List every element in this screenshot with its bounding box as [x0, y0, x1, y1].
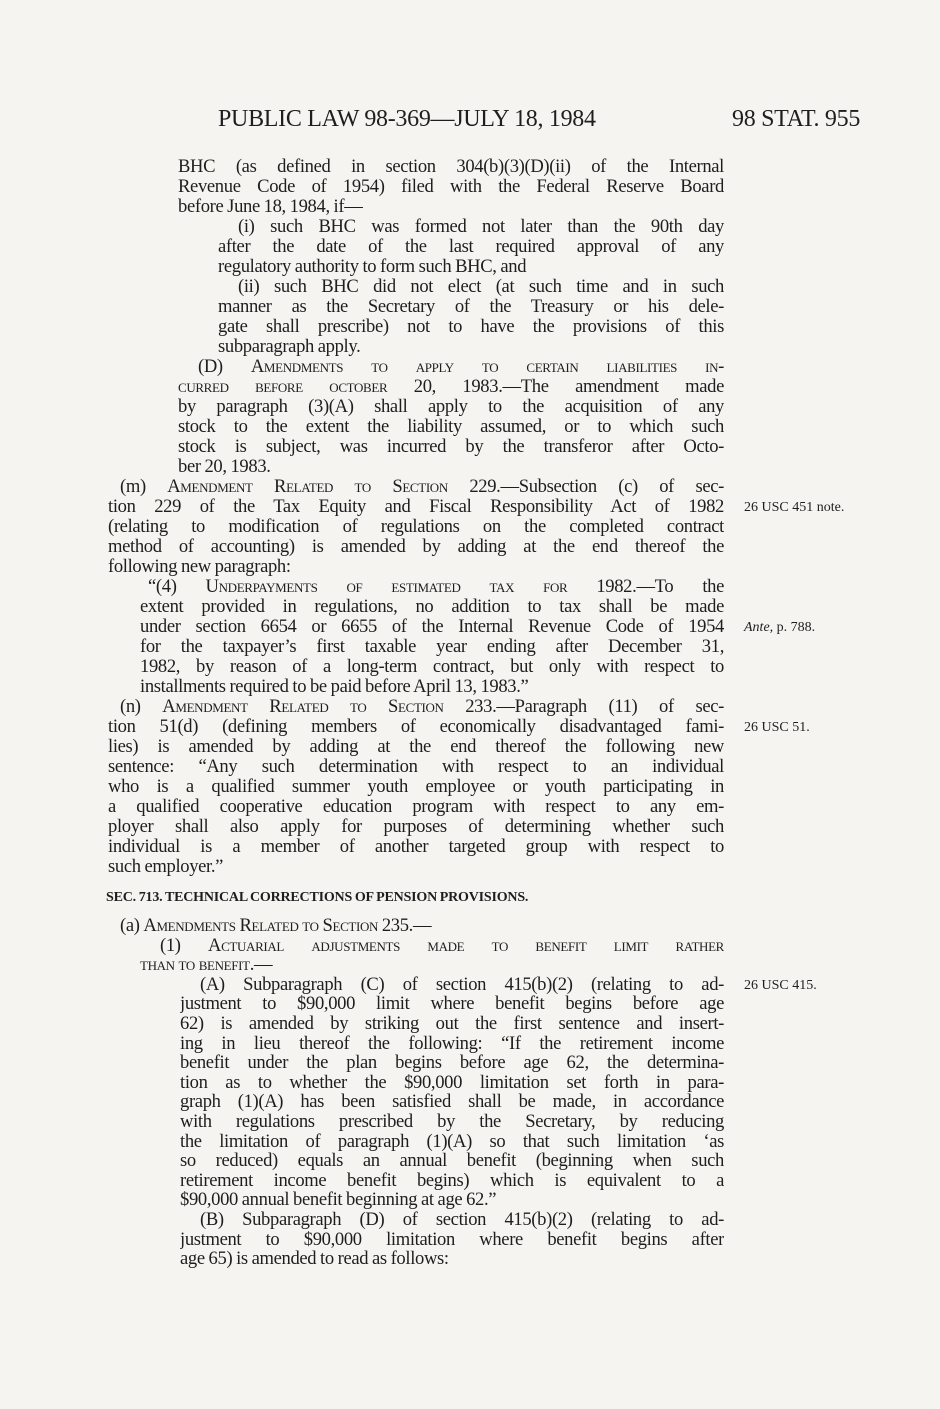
- margin-citation: [744, 976, 817, 996]
- margin-citation: [744, 618, 815, 638]
- text-segment: (D): [198, 357, 251, 377]
- text-line: manner as the Secretary of the Treasury or his dele-: [218, 297, 724, 317]
- text-line: ing in lieu thereof the following: “If the retirement income: [180, 1033, 724, 1054]
- citation-text: p. 788.: [773, 620, 816, 635]
- section-heading: SEC. 713. TECHNICAL CORRECTIONS OF PENSION PROVISIONS.: [106, 890, 529, 905]
- text-line: retirement income benefit begins) which is equivalent to a: [180, 1170, 724, 1191]
- text-line: ber 20, 1983.: [178, 456, 271, 477]
- text-line: [198, 357, 724, 377]
- text-line: for the taxpayer’s first taxable year ending after December 31,: [140, 637, 724, 657]
- text-line: graph (1)(A) has been satisfied shall be made, in accordance: [180, 1092, 724, 1113]
- text-segment: —Paragraph (11) of sec-: [496, 697, 724, 717]
- margin-citation: [744, 718, 810, 738]
- text-line: tion 51(d) (defining members of economically disadvantaged fami-: [108, 717, 724, 737]
- text-line: [160, 936, 724, 956]
- text-line: extent provided in regulations, no addition to tax shall be made: [140, 597, 724, 617]
- text-segment: —To the: [636, 577, 724, 597]
- text-line: benefit under the plan begins before age 62, the determina-: [180, 1053, 724, 1074]
- text-line: individual is a member of another targeted group with respect to: [108, 837, 724, 857]
- text-line: justment to $90,000 limitation where benefit begins after: [180, 1229, 724, 1250]
- small-caps-heading: than to benefit.: [140, 954, 254, 976]
- text-line: BHC (as defined in section 304(b)(3)(D)(ii) of the Internal: [178, 157, 724, 177]
- text-segment: (1): [160, 935, 209, 956]
- text-line: age 65) is amended to read as follows:: [180, 1248, 449, 1270]
- text-segment: (a): [120, 915, 144, 936]
- text-line: [120, 916, 724, 936]
- text-segment: (n): [120, 697, 163, 717]
- text-line: $90,000 annual benefit beginning at age 62.”: [180, 1189, 497, 1211]
- text-line: before June 18, 1984, if—: [178, 196, 363, 217]
- text-line: (i) such BHC was formed not later than the 90th day: [238, 217, 724, 237]
- citation-text: 26 USC 51.: [744, 720, 810, 735]
- text-segment: —The amendment made: [502, 377, 724, 397]
- text-line: such employer.”: [108, 856, 224, 877]
- text-line: installments required to be paid before April 13, 1983.”: [140, 676, 529, 697]
- small-caps-heading: Amendment Related to Section 229.: [167, 477, 501, 497]
- small-caps-heading: curred before october 20, 1983.: [178, 377, 503, 397]
- text-segment: “(4): [148, 577, 206, 597]
- text-line: lies) is amended by adding at the end thereof the following new: [108, 737, 724, 757]
- text-line: method of accounting) is amended by adding at the end thereof the: [108, 537, 724, 557]
- text-line: regulatory authority to form such BHC, and: [218, 256, 527, 277]
- text-line: 62) is amended by striking out the first sentence and insert-: [180, 1014, 724, 1034]
- running-header-title: PUBLIC LAW 98-369—JULY 18, 1984: [218, 106, 596, 132]
- text-line: under section 6654 or 6655 of the Internal Revenue Code of 1954: [140, 617, 724, 637]
- citation-text: 26 USC 415.: [744, 977, 817, 993]
- margin-citation: [744, 498, 844, 518]
- text-line: (relating to modification of regulations on the completed contract: [108, 517, 724, 537]
- text-line: following new paragraph:: [108, 556, 291, 577]
- small-caps-heading: Underpayments of estimated tax for 1982.: [205, 577, 637, 597]
- text-line: 1982, by reason of a long-term contract, but only with respect to: [140, 657, 724, 677]
- text-line: sentence: “Any such determination with respect to an individual: [108, 757, 724, 777]
- text-line: so reduced) equals an annual benefit (beginning when such: [180, 1151, 724, 1172]
- text-line: stock is subject, was incurred by the transferor after Octo-: [178, 437, 724, 457]
- text-line: tion 229 of the Tax Equity and Fiscal Responsibility Act of 1982: [108, 497, 724, 517]
- small-caps-heading: Amendment Related to Section 233.: [162, 697, 497, 717]
- text-line: after the date of the last required approval of any: [218, 237, 724, 257]
- text-line: [140, 955, 724, 975]
- text-line: gate shall prescribe) not to have the provisions of this: [218, 317, 724, 337]
- text-line: the limitation of paragraph (1)(A) so that such limitation ‘as: [180, 1131, 724, 1152]
- citation-italic: Ante,: [744, 620, 774, 635]
- text-line: [148, 577, 724, 597]
- text-segment: —: [254, 954, 273, 976]
- text-line: by paragraph (3)(A) shall apply to the acquisition of any: [178, 397, 724, 417]
- text-line: justment to $90,000 limit where benefit begins before age: [180, 994, 724, 1015]
- text-segment: —Subsection (c) of sec-: [500, 477, 724, 497]
- text-segment: —: [412, 915, 432, 936]
- text-line: [178, 377, 724, 397]
- text-line: Revenue Code of 1954) filed with the Federal Reserve Board: [178, 177, 724, 197]
- text-line: [120, 697, 724, 717]
- text-line: who is a qualified summer youth employee or youth participating in: [108, 777, 724, 797]
- text-line: (B) Subparagraph (D) of section 415(b)(2) (relating to ad-: [200, 1210, 724, 1230]
- text-line: stock to the extent the liability assumed, or to which such: [178, 417, 724, 437]
- small-caps-heading: Amendments Related to Section 235.: [143, 915, 413, 936]
- text-line: a qualified cooperative education program with respect to any em-: [108, 797, 724, 817]
- text-line: (ii) such BHC did not elect (at such time and in such: [238, 277, 724, 297]
- text-line: with regulations prescribed by the Secretary, by reducing: [180, 1112, 724, 1132]
- page-number: 98 STAT. 955: [732, 106, 861, 132]
- small-caps-heading: Amendments to apply to certain liabilities in-: [250, 357, 724, 377]
- text-line: ployer shall also apply for purposes of determining whether such: [108, 817, 724, 837]
- text-line: (A) Subparagraph (C) of section 415(b)(2) (relating to ad-: [200, 974, 724, 995]
- small-caps-heading: Actuarial adjustments made to benefit limit rather: [208, 935, 724, 956]
- citation-text: 26 USC 451 note.: [744, 500, 845, 515]
- text-line: [120, 477, 724, 497]
- text-line: tion as to whether the $90,000 limitation set forth in para-: [180, 1072, 724, 1093]
- text-line: subparagraph apply.: [218, 336, 361, 357]
- text-segment: (m): [120, 477, 168, 497]
